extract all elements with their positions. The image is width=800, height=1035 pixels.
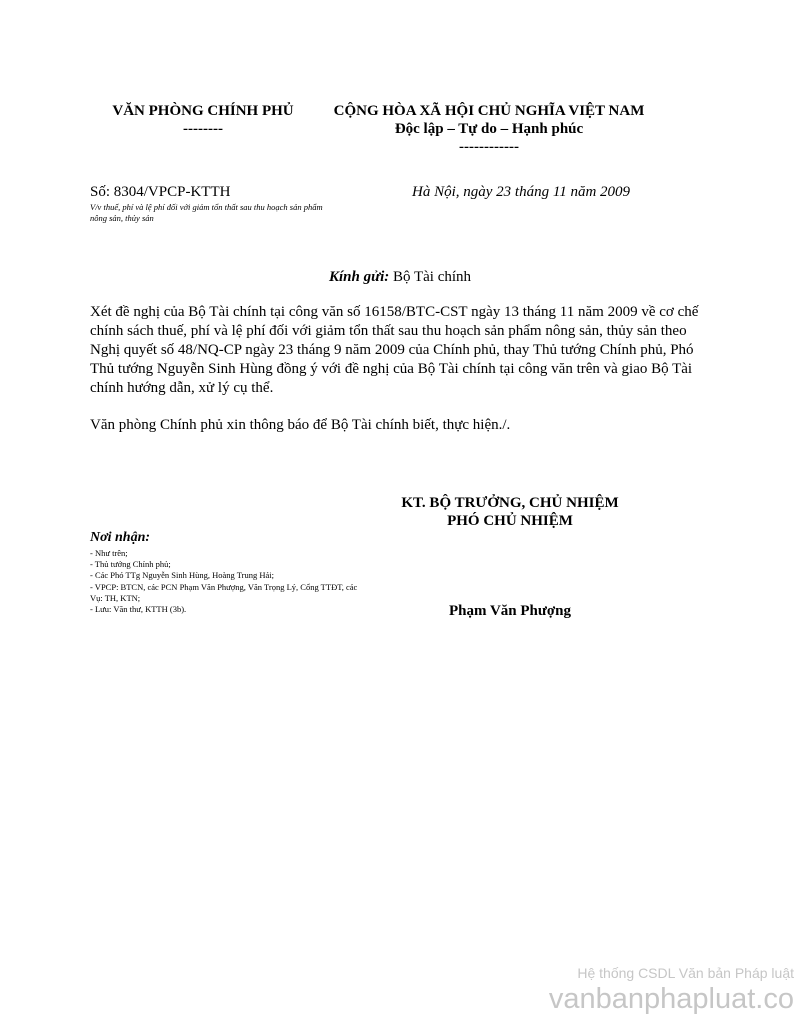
recipient-item: - VPCP: BTCN, các PCN Phạm Văn Phượng, Văn Trọng Lý, Cổng TTĐT, các Vụ: TH, KTN; [90,581,358,603]
watermark [549,964,794,1016]
body-paragraph-2: Văn phòng Chính phủ xin thông báo để Bộ Tài chính biết, thực hiện./. [90,417,511,433]
national-motto: Độc lập – Tự do – Hạnh phúc [394,121,584,137]
organization-name: VĂN PHÒNG CHÍNH PHỦ [112,103,294,119]
national-header [333,102,645,156]
recipient-item: - Thủ tướng Chính phủ; [90,559,171,570]
greeting [90,268,710,286]
greeting-recipient: Bộ Tài chính [389,269,472,285]
document-number: Số: 8304/VPCP-KTTH [90,184,231,200]
signer-name: Phạm Văn Phượng [448,603,572,619]
recipient-item: - Các Phó TTg Nguyễn Sinh Hùng, Hoàng Trung Hải; [90,570,275,581]
recipients-list [90,548,370,615]
signature-title [382,494,638,530]
motto-separator: ------------ [459,139,519,155]
body-paragraph-1: Xét đề nghị của Bộ Tài chính tại công văn số 16158/BTC-CST ngày 13 tháng 11 năm 2009 về cơ chế chính sách thuế, phí và lệ phí đối với giảm tổn thất sau thu hoạch sản phẩm nông sản, thủy sản theo Nghị quyết số 48/NQ-CP ngày 23 tháng 9 năm 2009 của Chính phủ, thay Thủ tướng Chính phủ, Phó Thủ tướng Nguyễn Sinh Hùng đồng ý với đề nghị của Bộ Tài chính tại công văn trên và giao Bộ Tài chính hướng dẫn, xử lý cụ thể. [90,304,699,396]
recipient-item: - Lưu: Văn thư, KTTH (3b). [90,604,187,615]
signature-title-line-1: KT. BỘ TRƯỞNG, CHỦ NHIỆM [401,495,619,511]
country-name: CỘNG HÒA XÃ HỘI CHỦ NGHĨA VIỆT NAM [333,103,645,119]
issuing-organization [80,102,326,138]
greeting-label: Kính gửi: [328,269,390,285]
signature-title-line-2: PHÓ CHỦ NHIỆM [447,513,573,529]
watermark-site: vanbanphapluat.co [548,983,794,1015]
issue-date: Hà Nội, ngày 23 tháng 11 năm 2009 [412,184,631,200]
document-subject: V/v thuế, phí và lệ phí đối với giảm tổn thất sau thu hoạch sản phẩm nông sản, thủy sản [90,202,323,223]
recipient-item: - Như trên; [90,548,128,558]
organization-separator: -------- [183,121,223,137]
watermark-caption: Hệ thống CSDL Văn bản Pháp luật [577,965,794,981]
recipients-heading: Nơi nhận: [90,530,151,545]
